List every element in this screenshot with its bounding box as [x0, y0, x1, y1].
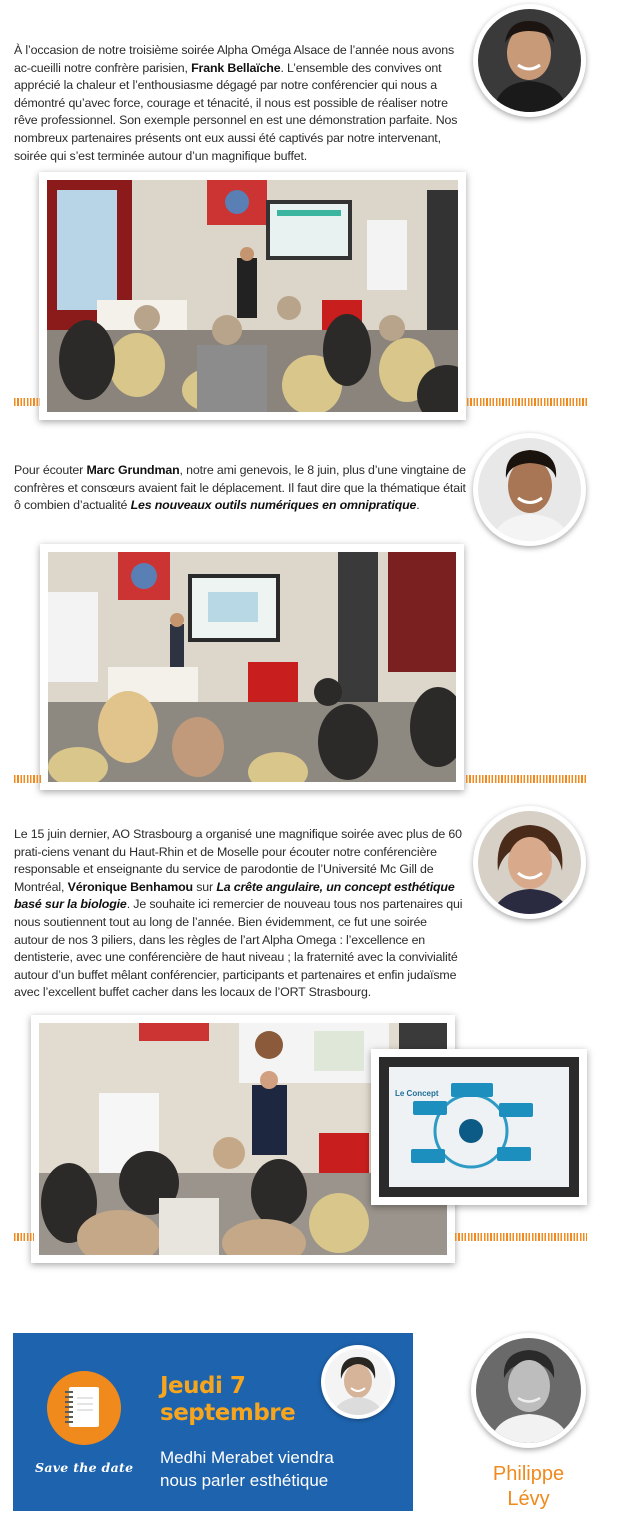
event-date: Jeudi 7 septembre — [160, 1373, 296, 1426]
paragraph-frank-bellaiche: À l’occasion de notre troisième soirée Alpha Oméga Alsace de l’année nous avons ac-cueilli notre confrère parisien, Frank Bellaïche. L’ensemble des convives ont apprécié la chaleur et l’enthousiasme dégagé par notre conférencier qui nous a démontré qu’avec force, courage et ténacité, il nous est possible de réaliser notre rêve professionnel. Son exemple personnel en est une démonstration parfaite. Nos nombreux partenaires présents ont eux aussi été captivés par notre intervenant, soirée qui s’est terminée autour d’un magnifique buffet. — [14, 43, 458, 163]
photo-conference-1 — [39, 172, 466, 420]
talk-topic: Les nouveaux outils numériques en omnipratique — [130, 498, 417, 513]
talk-topic: La crête angulaire, un concept esthétique basé sur la biologie — [14, 879, 455, 912]
event-description: Medhi Merabet viendra nous parler esthétique — [160, 1448, 334, 1490]
speaker-name: Frank Bellaïche — [191, 60, 281, 75]
separator-right — [466, 775, 587, 783]
separator-right — [467, 398, 587, 406]
photo-slide-le-concept — [371, 1049, 587, 1205]
portrait-marc-grundman — [473, 433, 586, 546]
portrait-philippe-levy — [471, 1333, 586, 1448]
portrait-frank-bellaiche — [473, 4, 586, 117]
separator-left — [14, 1233, 34, 1241]
paragraph-veronique-benhamou: Le 15 juin dernier, AO Strasbourg a organisé une magnifique soirée avec plus de 60 prati-ciens venant du Haut-Rhin et de Moselle pour écouter notre conférencière responsable et enseignante du service de parodontie de l’Université Mc Gill de Montréal, Véronique Benhamou sur La crête angulaire, un concept esthétique basé sur la biologie. Je souhaite ici remercier de nouveau tous nos partenaires qui nous soutiennent tout au long de l’année. Bien évidemment, ce fut une soirée autour de nos 3 piliers, dans les règles de l’art Alpha Omega : l’excellence en dentisterie, avec une conférencière de haut niveau ; la fraternité avec la convivialité autour d’un buffet mêlant conférencier, participants et partenaires et enfin judaïsme avec l’excellent buffet cacher dans les locaux de l’ORT Strasbourg. — [14, 827, 463, 1000]
speaker-name: Véronique Benhamou — [67, 879, 193, 894]
separator-right — [455, 1233, 587, 1241]
separator-left — [14, 398, 40, 406]
photo-conference-2 — [40, 544, 464, 790]
save-the-date-label: Save the date — [35, 1460, 134, 1475]
paragraph-marc-grundman: Pour écouter Marc Grundman, notre ami genevois, le 8 juin, plus d’une vingtaine de confrères et consœurs avaient fait le déplacement. Il faut dire que la thématique était ô combien d’actualité Les nouveaux outils numériques en omnipratique. — [14, 463, 466, 513]
portrait-veronique-benhamou — [473, 806, 586, 919]
author-name: Philippe Lévy — [492, 1463, 565, 1510]
notebook-icon — [47, 1371, 121, 1445]
speaker-name: Marc Grundman — [86, 463, 180, 477]
slide-title: Le Concept — [395, 1089, 439, 1098]
separator-left — [14, 775, 42, 783]
save-the-date-panel — [13, 1333, 413, 1511]
portrait-medhi-merabet — [321, 1345, 395, 1419]
